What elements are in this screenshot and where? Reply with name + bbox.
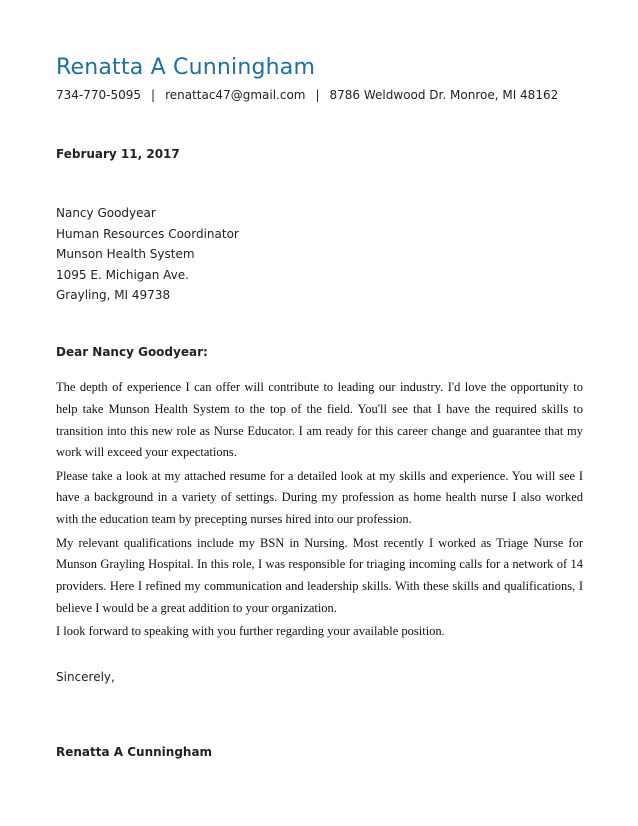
recipient-city: Grayling, MI 49738 — [56, 288, 171, 302]
contact-separator: | — [151, 88, 156, 102]
recipient-name: Nancy Goodyear — [56, 206, 156, 220]
body-paragraph: I look forward to speaking with you further regarding your available position. — [56, 624, 445, 639]
sender-phone: 734-770-5095 — [56, 88, 142, 102]
recipient-title: Human Resources Coordinator — [56, 226, 239, 241]
signature-name: Renatta A Cunningham — [56, 745, 213, 759]
recipient-street: 1095 E. Michigan Ave. — [56, 267, 189, 282]
closing: Sincerely, — [56, 670, 115, 684]
contact-line — [56, 88, 558, 102]
recipient-company: Munson Health System — [56, 247, 195, 261]
recipient-block — [56, 203, 239, 306]
body-paragraph: My relevant qualifications include my BSN in Nursing. Most recently I worked as Triage Nurse for Munson Grayling Hospital. In this role, I was responsible for triaging incoming calls for a network of 14 providers. Here I refined my communication and leadership skills. With these skills and qualifications, I believe I would be a great addition to your organization. — [56, 535, 583, 615]
sender-name: Renatta A Cunningham — [56, 55, 316, 80]
sender-email: renattac47@gmail.com — [165, 88, 306, 102]
contact-separator: | — [315, 88, 320, 102]
letter-body — [56, 377, 583, 645]
body-paragraph: The depth of experience I can offer will contribute to leading our industry. I'd love the opportunity to help take Munson Health System to the top of the field. You'll see that I have the required skills to transition into this new role as Nurse Educator. I am ready for this career change and guarantee that my work will exceed your expectations. — [56, 380, 583, 460]
sender-address: 8786 Weldwood Dr. Monroe, MI 48162 — [329, 88, 559, 102]
letter-date: February 11, 2017 — [56, 147, 180, 161]
body-paragraph: Please take a look at my attached resume for a detailed look at my skills and experience. You will see I have a background in a variety of settings. During my profession as home health nurse I also worked with the education team by precepting nurses hired into our profession. — [56, 468, 583, 527]
salutation: Dear Nancy Goodyear: — [56, 345, 208, 359]
